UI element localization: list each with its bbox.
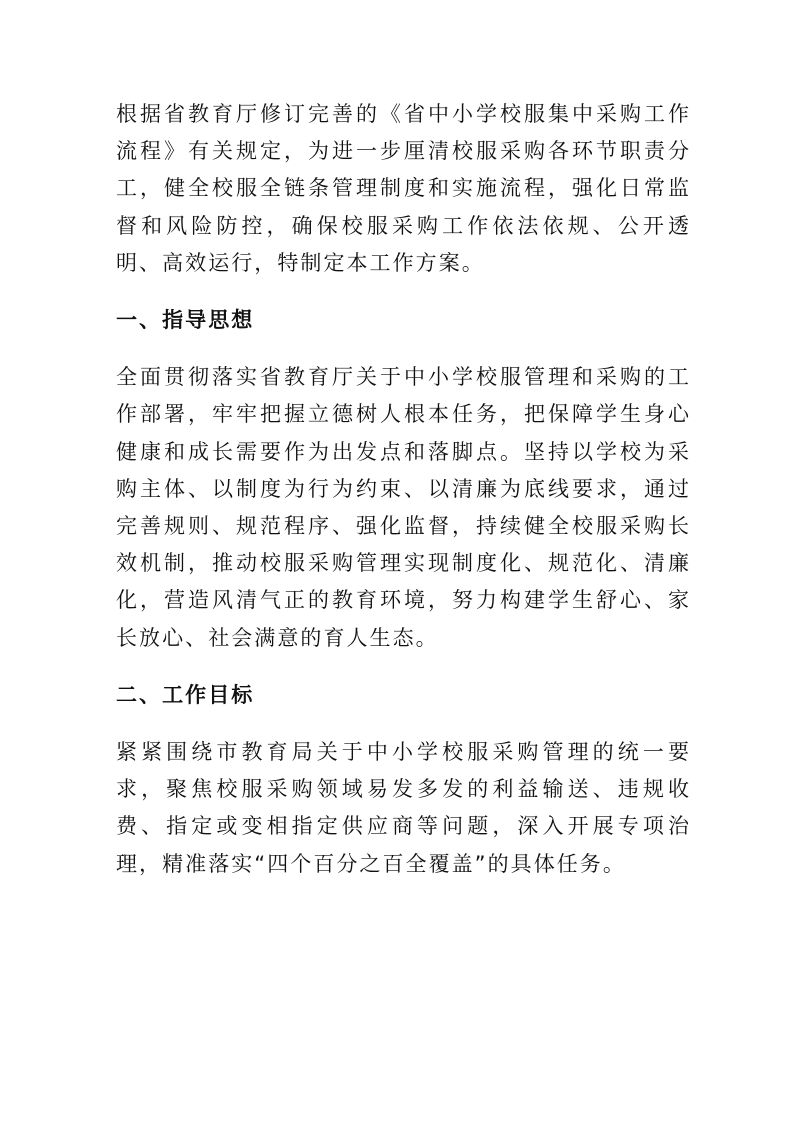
section-body-guiding-ideology: 全面贯彻落实省教育厅关于中小学校服管理和采购的工作部署，牢牢把握立德树人根本任务，把保障学生身心健康和成长需要作为出发点和落脚点。坚持以学校为采购主体、以制度为行为约束、以清廉为底线要求，通过完善规则、规范程序、强化监督，持续健全校服采购长效机制，推动校服采购管理实现制度化、规范化、清廉化，营造风清气正的教育环境，努力构建学生舒心、家长放心、社会满意的育人生态。 [116,365,691,650]
section-heading-work-goals: 二、工作目标 [116,682,255,707]
section-heading-guiding-ideology: 一、指导思想 [116,308,255,333]
section-body-work-goals: 紧紧围绕市教育局关于中小学校服采购管理的统一要求，聚焦校服采购领域易发多发的利益输送、违规收费、指定或变相指定供应商等问题，深入开展专项治理，精准落实“四个百分之百全覆盖”的具体任务。 [116,740,691,876]
intro-paragraph: 根据省教育厅修订完善的《省中小学校服集中采购工作流程》有关规定，为进一步厘清校服采购各环节职责分工，健全校服全链条管理制度和实施流程，强化日常监督和风险防控，确保校服采购工作依法依规、公开透明、高效运行，特制定本工作方案。 [116,102,691,275]
document-body [116,96,691,883]
